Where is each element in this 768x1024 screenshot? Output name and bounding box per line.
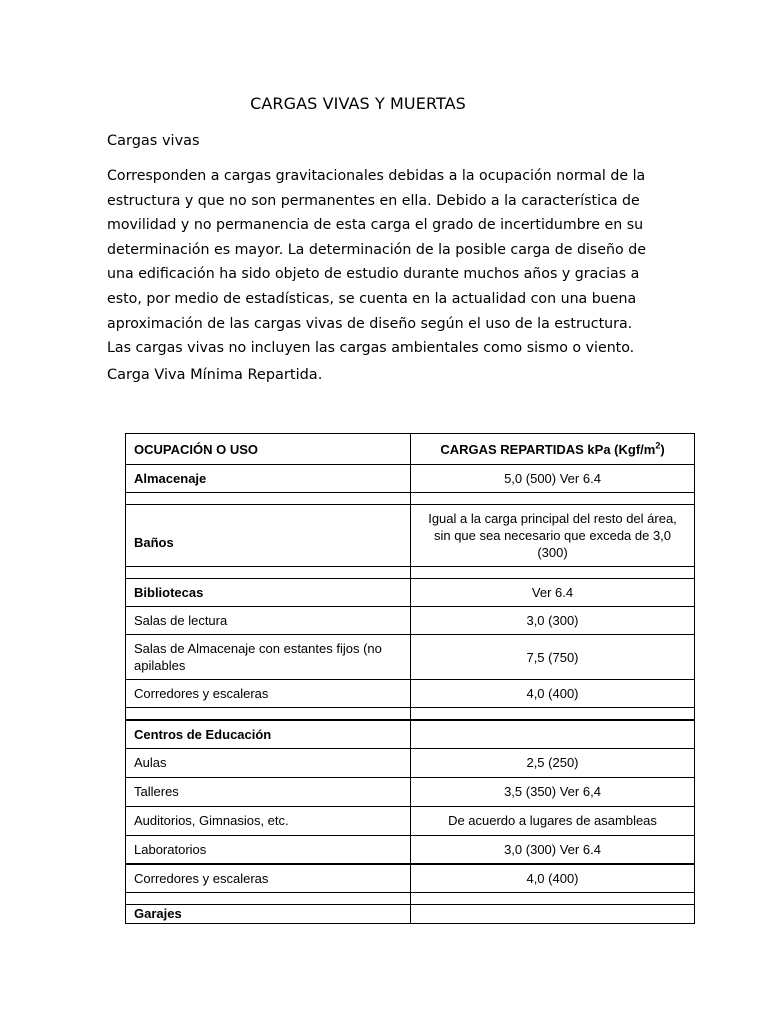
spacer-cell xyxy=(126,892,411,904)
cell-use: Salas de Almacenaje con estantes fijos (no apilables xyxy=(126,635,411,680)
cell-use: Laboratorios xyxy=(126,835,411,864)
cell-use: Talleres xyxy=(126,777,411,806)
cell-load: De acuerdo a lugares de asambleas xyxy=(411,806,695,835)
table-row xyxy=(126,806,695,835)
cell-use: Almacenaje xyxy=(126,465,411,493)
cell-use: Auditorios, Gimnasios, etc. xyxy=(126,806,411,835)
cell-load: 2,5 (250) xyxy=(411,748,695,777)
table-row xyxy=(126,680,695,708)
table-row xyxy=(126,465,695,493)
table-row xyxy=(126,904,695,923)
cell-use: Bibliotecas xyxy=(126,579,411,607)
header-distributed-loads xyxy=(411,434,695,465)
cell-use: Centros de Educación xyxy=(126,720,411,748)
cell-load: 3,5 (350) Ver 6,4 xyxy=(411,777,695,806)
spacer-cell xyxy=(126,567,411,579)
spacer-cell xyxy=(411,567,695,579)
spacer-cell xyxy=(411,493,695,505)
table-caption: Carga Viva Mínima Repartida. xyxy=(107,367,323,383)
header-loads-superscript: 2 xyxy=(655,440,661,451)
live-loads-table xyxy=(125,433,695,924)
cell-load: 3,0 (300) Ver 6.4 xyxy=(411,835,695,864)
cell-load xyxy=(411,904,695,923)
spacer-row xyxy=(126,708,695,721)
cell-use: Aulas xyxy=(126,748,411,777)
header-loads-text: CARGAS REPARTIDAS kPa (Kgf/m xyxy=(440,441,656,457)
cell-load: 3,0 (300) xyxy=(411,607,695,635)
table-row xyxy=(126,835,695,864)
cell-load: 4,0 (400) xyxy=(411,680,695,708)
table-row xyxy=(126,777,695,806)
cell-load: 4,0 (400) xyxy=(411,864,695,892)
table-row xyxy=(126,579,695,607)
cell-load: Ver 6.4 xyxy=(411,579,695,607)
cell-load: 7,5 (750) xyxy=(411,635,695,680)
spacer-row xyxy=(126,567,695,579)
cell-use: Salas de lectura xyxy=(126,607,411,635)
table-row xyxy=(126,720,695,748)
header-occupancy: OCUPACIÓN O USO xyxy=(126,434,411,465)
cell-load: 5,0 (500) Ver 6.4 xyxy=(411,465,695,493)
cell-use: Corredores y escaleras xyxy=(126,864,411,892)
cell-use: Garajes xyxy=(126,904,411,923)
spacer-row xyxy=(126,892,695,904)
table-row xyxy=(126,864,695,892)
table-row xyxy=(126,748,695,777)
cell-use: Baños xyxy=(126,505,411,567)
table-header-row xyxy=(126,434,695,465)
cell-load: Igual a la carga principal del resto del área, sin que sea necesario que exceda de 3,0 (300) xyxy=(411,505,695,567)
table-row xyxy=(126,635,695,680)
body-paragraph: Corresponden a cargas gravitacionales debidas a la ocupación normal de la estructura y que no son permanentes en ella. Debido a la característica de movilidad y no permanencia de esta carga el grado de incertidumbre en su determinación es mayor. La determinación de la posible carga de diseño de una edificación ha sido objeto de estudio durante muchos años y gracias a esto, por medio de estadísticas, se cuenta en la actualidad con una buena aproximación de las cargas vivas de diseño según el uso de la estructura. Las cargas vivas no incluyen las cargas ambientales como sismo o viento. xyxy=(107,168,646,357)
spacer-cell xyxy=(126,708,411,721)
spacer-row xyxy=(126,493,695,505)
cell-load xyxy=(411,720,695,748)
spacer-cell xyxy=(126,493,411,505)
table-row xyxy=(126,607,695,635)
header-loads-close: ) xyxy=(660,441,665,457)
cell-use: Corredores y escaleras xyxy=(126,680,411,708)
spacer-cell xyxy=(411,708,695,721)
spacer-cell xyxy=(411,892,695,904)
table-row xyxy=(126,505,695,567)
document-title: CARGAS VIVAS Y MUERTAS xyxy=(250,94,466,113)
section-heading: Cargas vivas xyxy=(107,133,200,149)
